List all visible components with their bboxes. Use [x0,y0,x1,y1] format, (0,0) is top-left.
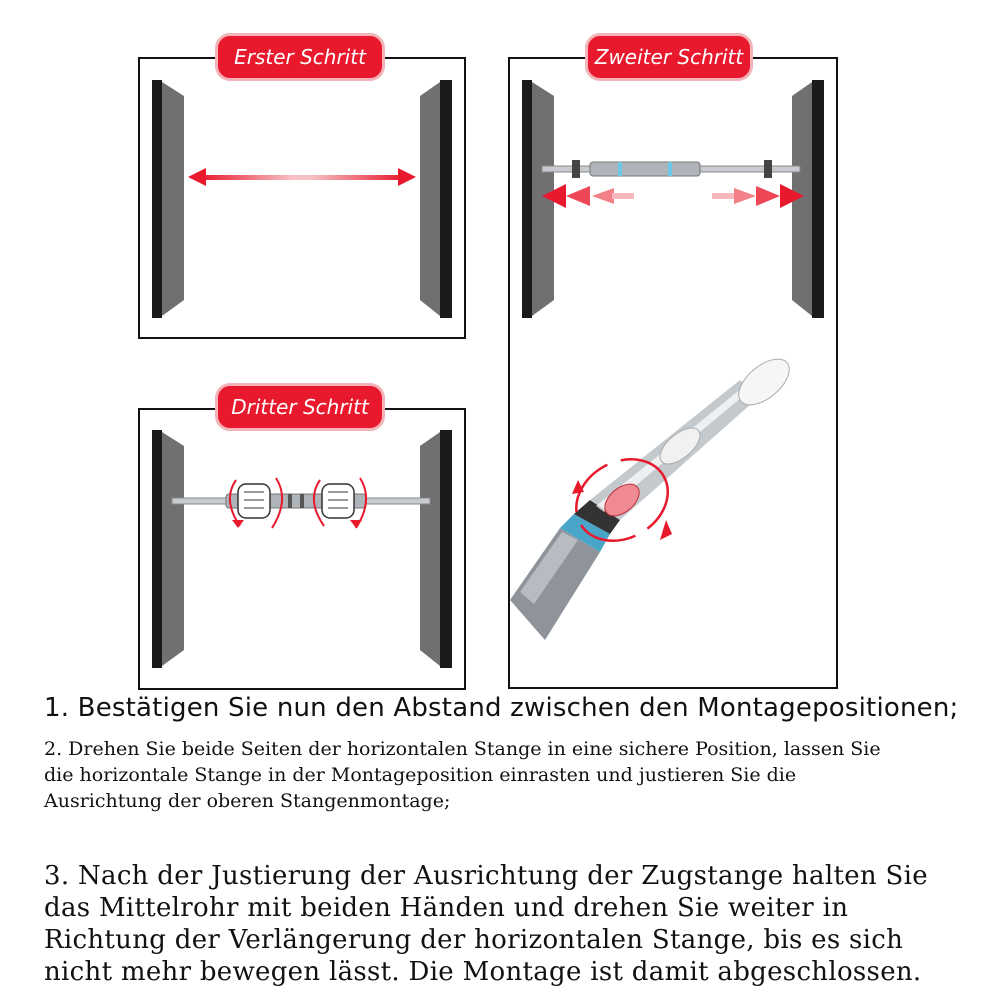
step-2-panel [508,57,838,689]
instruction-step-2-line: die horizontale Stange in der Montageposition einrasten und justieren Sie die [44,764,797,786]
instruction-step-1: 1. Bestätigen Sie nun den Abstand zwischen den Montagepositionen; [44,693,959,723]
instruction-step-3-line: Richtung der Verlängerung der horizontalen Stange, bis es sich [44,925,904,955]
step-3-label: Dritter Schritt [231,395,369,419]
step-2-label: Zweiter Schritt [594,45,744,69]
step-1-badge [218,36,382,78]
instruction-step-3 [44,860,928,988]
step-1-label: Erster Schritt [234,45,366,69]
instruction-step-3-line: das Mittelrohr mit beiden Händen und drehen Sie weiter in [44,893,849,923]
step-1-panel [138,57,466,339]
step-3-badge [218,386,382,428]
step-3-panel [138,408,466,690]
instruction-step-3-line: nicht mehr bewegen lässt. Die Montage ist damit abgeschlossen. [44,957,922,987]
instruction-step-2-line: Ausrichtung der oberen Stangenmontage; [44,790,451,812]
step-2-badge [588,36,750,78]
instruction-step-3-line: 3. Nach der Justierung der Ausrichtung der Zugstange halten Sie [44,861,928,891]
instruction-step-2-line: 2. Drehen Sie beide Seiten der horizontalen Stange in eine sichere Position, lassen Sie [44,738,881,760]
instruction-step-2 [44,736,881,814]
